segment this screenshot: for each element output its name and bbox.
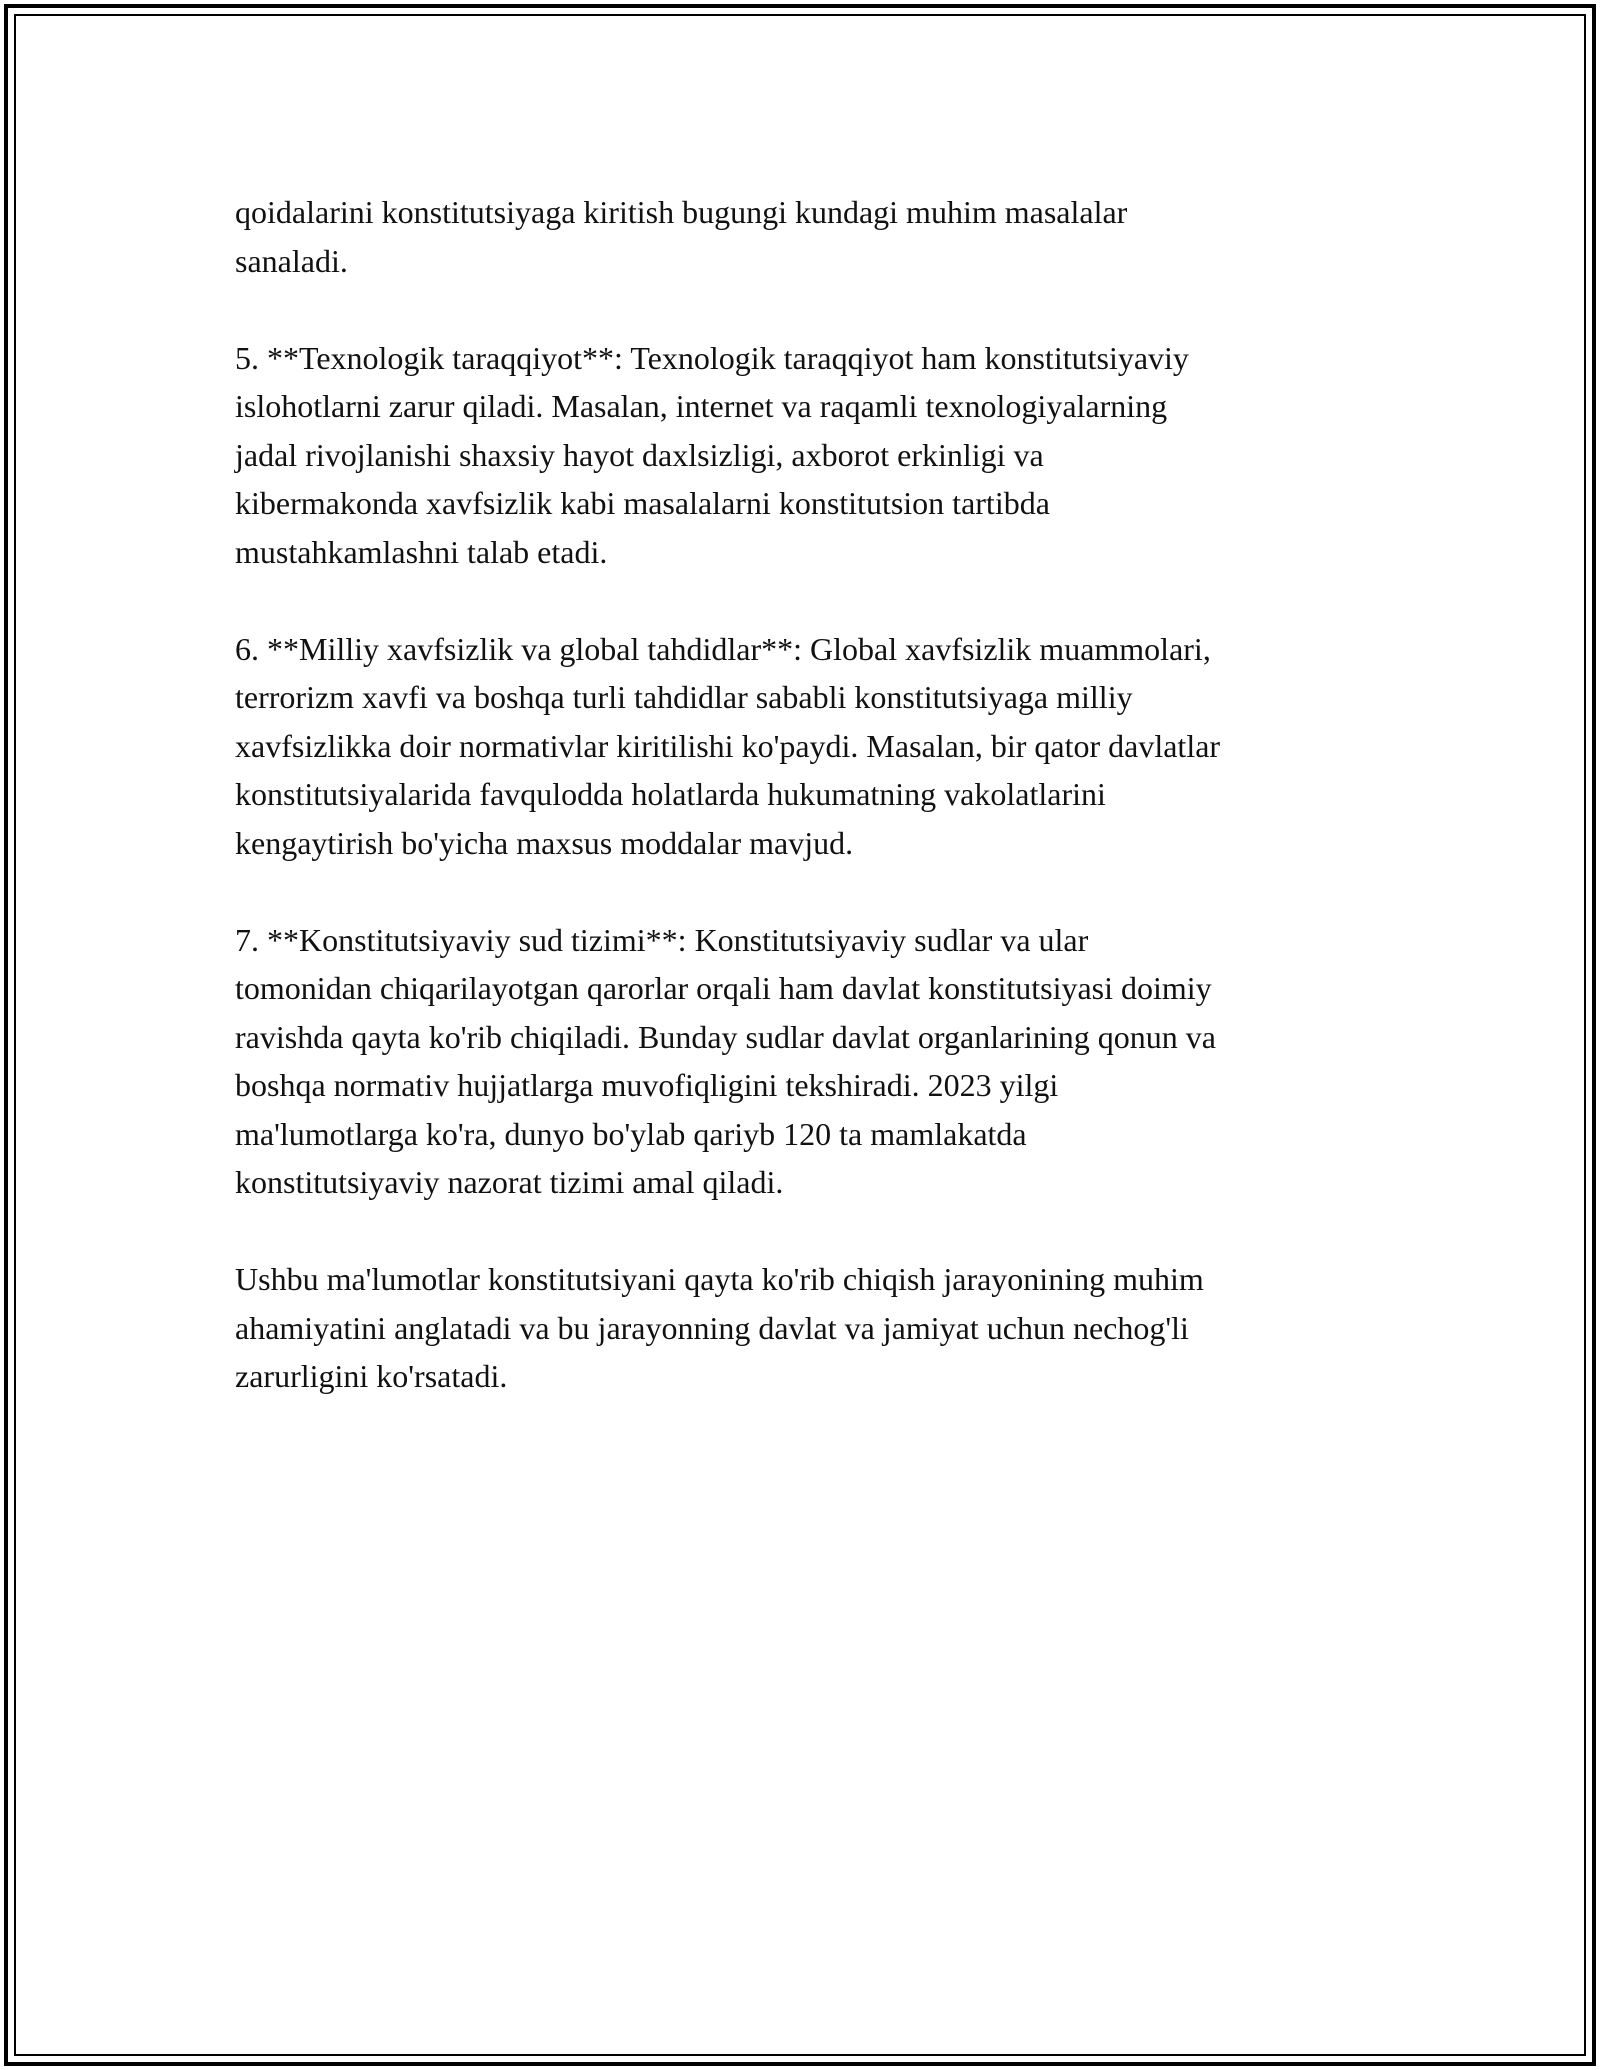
paragraph-intro-continuation: qoidalarini konstitutsiyaga kiritish bugungi kundagi muhim masalalar sanaladi.	[235, 194, 1128, 279]
paragraph-conclusion: Ushbu ma'lumotlar konstitutsiyani qayta ko'rib chiqish jarayonining muhim ahamiyatini anglatadi va bu jarayonning davlat va jamiyat uchun nechog'li zarurligini ko'rsatadi.	[235, 1261, 1204, 1394]
paragraph-item-7-constitutional-court: 7. **Konstitutsiyaviy sud tizimi**: Konstitutsiyaviy sudlar va ular tomonidan chiqarilayotgan qarorlar orqali ham davlat konstitutsiyasi doimiy ravishda qayta ko'rib chiqiladi. Bunday sudlar davlat organlarining qonun va boshqa normativ hujjatlarga muvofiqligini tekshiradi. 2023 yilgi ma'lumotlarga ko'ra, dunyo bo'ylab qariyb 120 ta mamlakatda konstitutsiyaviy nazorat tizimi amal qiladi.	[235, 921, 1216, 1200]
document-body	[235, 188, 1385, 1449]
paragraph-item-6-national-security: 6. **Milliy xavfsizlik va global tahdidlar**: Global xavfsizlik muammolari, terrorizm xavfi va boshqa turli tahdidlar sababli konstitutsiyaga milliy xavfsizlikka doir normativlar kiritilishi ko'paydi. Masalan, bir qator davlatlar konstitutsiyalarida favqulodda holatlarda hukumatning vakolatlarini kengaytirish bo'yicha maxsus moddalar mavjud.	[235, 630, 1221, 861]
paragraph-item-5-technological-progress: 5. **Texnologik taraqqiyot**: Texnologik taraqqiyot ham konstitutsiyaviy islohotlarni zarur qiladi. Masalan, internet va raqamli texnologiyalarning jadal rivojlanishi shaxsiy hayot daxlsizligi, axborot erkinligi va kibermakonda xavfsizlik kabi masalalarni konstitutsion tartibda mustahkamlashni talab etadi.	[235, 339, 1189, 570]
